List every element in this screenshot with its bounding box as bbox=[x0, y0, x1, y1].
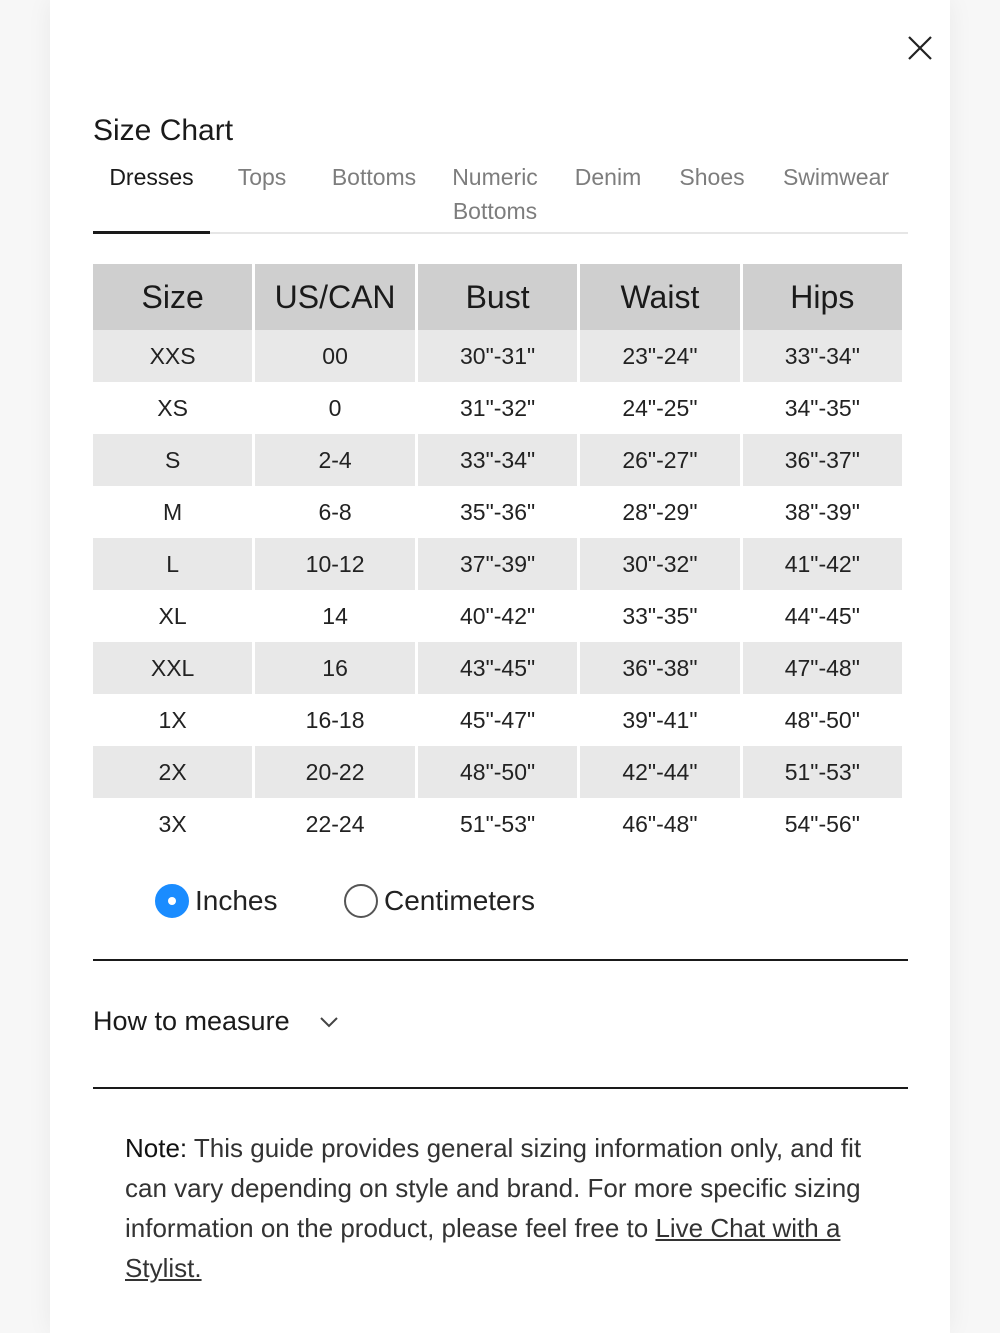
table-row bbox=[93, 382, 902, 434]
cell-bust: 31"-32" bbox=[460, 394, 536, 421]
cell-waist: 36"-38" bbox=[580, 642, 739, 694]
cell-size: L bbox=[93, 538, 252, 590]
cell-us-can: 16 bbox=[255, 642, 415, 694]
table-row bbox=[93, 590, 902, 642]
cell-size: 2X bbox=[93, 746, 252, 798]
cell-us-can: 0 bbox=[328, 394, 342, 421]
cell-waist: 24"-25" bbox=[622, 394, 698, 421]
cell-us-can: 6-8 bbox=[318, 498, 352, 525]
cell-size: M bbox=[163, 498, 183, 525]
cell-bust: 48"-50" bbox=[418, 746, 577, 798]
centimeters-label: Centimeters bbox=[384, 885, 535, 916]
cell-hips: 38"-39" bbox=[784, 498, 860, 525]
close-icon bbox=[905, 33, 935, 63]
table-row bbox=[93, 694, 902, 746]
cell-size: XS bbox=[157, 394, 188, 421]
cell-hips: 34"-35" bbox=[784, 394, 860, 421]
column-header-size: Size bbox=[93, 264, 252, 330]
cell-us-can: 00 bbox=[255, 330, 415, 382]
tab-numeric-bottoms[interactable]: Numeric Bottoms bbox=[452, 164, 538, 224]
cell-hips: 54"-56" bbox=[784, 810, 860, 837]
radio-unselected-icon bbox=[344, 884, 378, 918]
cell-waist: 46"-48" bbox=[622, 810, 698, 837]
cell-waist: 39"-41" bbox=[622, 706, 698, 733]
column-header-us-can: US/CAN bbox=[255, 264, 415, 330]
column-header-hips: Hips bbox=[743, 264, 902, 330]
divider bbox=[93, 1087, 908, 1089]
table-header-row bbox=[93, 264, 902, 330]
cell-us-can: 20-22 bbox=[255, 746, 415, 798]
divider bbox=[93, 959, 908, 961]
note-text: This guide provides general sizing information only, and fit can vary depending on style and brand. For more specific sizing information on the product, please feel free to bbox=[125, 1133, 862, 1243]
cell-bust: 40"-42" bbox=[460, 602, 536, 629]
cell-hips: 47"-48" bbox=[743, 642, 902, 694]
cell-hips: 33"-34" bbox=[743, 330, 902, 382]
radio-selected-icon bbox=[155, 884, 189, 918]
column-header-bust: Bust bbox=[418, 264, 577, 330]
cell-waist: 28"-29" bbox=[622, 498, 698, 525]
cell-size: XXS bbox=[93, 330, 252, 382]
how-to-measure-label: How to measure bbox=[93, 1006, 290, 1036]
cell-waist: 42"-44" bbox=[580, 746, 739, 798]
table-row bbox=[93, 746, 902, 798]
cell-hips: 36"-37" bbox=[743, 434, 902, 486]
cell-bust: 43"-45" bbox=[418, 642, 577, 694]
cell-hips: 41"-42" bbox=[743, 538, 902, 590]
table-row bbox=[93, 486, 902, 538]
cell-size: 1X bbox=[158, 706, 187, 733]
how-to-measure-toggle[interactable] bbox=[93, 1006, 340, 1037]
cell-bust: 45"-47" bbox=[460, 706, 536, 733]
cell-us-can: 2-4 bbox=[255, 434, 415, 486]
cell-size: S bbox=[93, 434, 252, 486]
tab-shoes[interactable]: Shoes bbox=[679, 164, 745, 190]
cell-hips: 44"-45" bbox=[784, 602, 860, 629]
table-row bbox=[93, 330, 902, 382]
tab-tops[interactable]: Tops bbox=[237, 164, 287, 190]
tab-dresses[interactable]: Dresses bbox=[109, 164, 194, 190]
cell-us-can: 10-12 bbox=[255, 538, 415, 590]
cell-waist: 23"-24" bbox=[580, 330, 739, 382]
tab-denim[interactable]: Denim bbox=[574, 164, 642, 190]
cell-us-can: 22-24 bbox=[305, 810, 365, 837]
active-tab-indicator bbox=[93, 231, 210, 234]
table-row bbox=[93, 642, 902, 694]
inches-radio[interactable] bbox=[155, 884, 278, 918]
centimeters-radio[interactable] bbox=[344, 884, 535, 918]
cell-waist: 26"-27" bbox=[580, 434, 739, 486]
column-header-waist: Waist bbox=[580, 264, 739, 330]
cell-us-can: 14 bbox=[322, 602, 348, 629]
cell-bust: 37"-39" bbox=[418, 538, 577, 590]
sizing-note bbox=[125, 1128, 905, 1288]
page-title: Size Chart bbox=[93, 114, 234, 147]
cell-bust: 35"-36" bbox=[460, 498, 536, 525]
cell-hips: 51"-53" bbox=[743, 746, 902, 798]
table-row bbox=[93, 538, 902, 590]
close-button[interactable] bbox=[905, 33, 935, 63]
inches-label: Inches bbox=[195, 885, 278, 916]
note-prefix: Note: bbox=[125, 1133, 188, 1163]
tab-swimwear[interactable]: Swimwear bbox=[782, 164, 890, 190]
cell-waist: 30"-32" bbox=[580, 538, 739, 590]
table-row bbox=[93, 434, 902, 486]
cell-size: XXL bbox=[93, 642, 252, 694]
cell-bust: 33"-34" bbox=[418, 434, 577, 486]
table-row bbox=[93, 798, 902, 850]
tab-bottoms[interactable]: Bottoms bbox=[331, 164, 417, 190]
cell-hips: 48"-50" bbox=[784, 706, 860, 733]
size-table bbox=[90, 264, 905, 850]
chevron-down-icon bbox=[318, 1015, 340, 1029]
size-category-tabs bbox=[93, 160, 908, 234]
cell-size: 3X bbox=[158, 810, 187, 837]
cell-waist: 33"-35" bbox=[622, 602, 698, 629]
cell-bust: 51"-53" bbox=[460, 810, 536, 837]
cell-size: XL bbox=[158, 602, 187, 629]
live-chat-link[interactable]: Live Chat with a Stylist. bbox=[125, 1213, 841, 1283]
cell-bust: 30"-31" bbox=[418, 330, 577, 382]
cell-us-can: 16-18 bbox=[305, 706, 365, 733]
